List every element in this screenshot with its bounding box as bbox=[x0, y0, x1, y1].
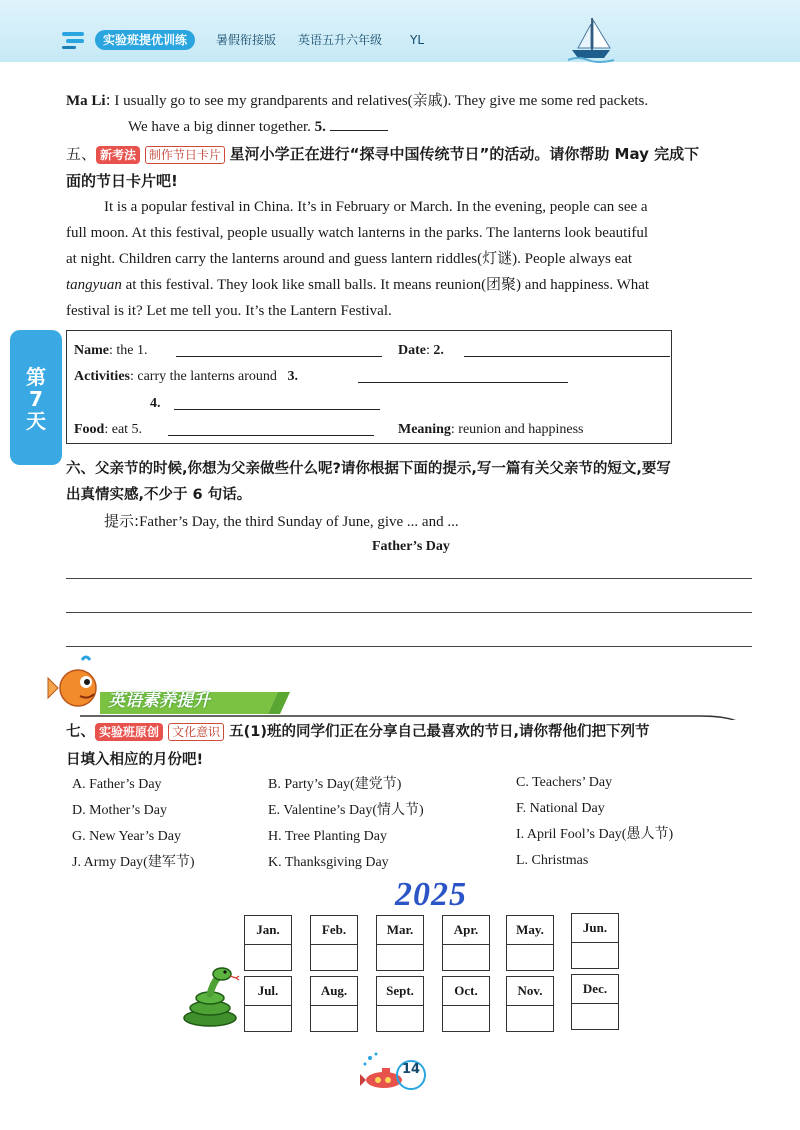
day-tab bbox=[10, 330, 62, 465]
month-box[interactable] bbox=[442, 976, 490, 1032]
writing-line[interactable] bbox=[66, 612, 752, 613]
card-activities-label: Activities bbox=[74, 369, 130, 384]
card-activities-text: carry the lanterns around bbox=[137, 369, 277, 384]
month-label: Jul. bbox=[245, 977, 291, 1006]
hint-label: 提示: bbox=[104, 512, 140, 530]
section6-instruction-b: 出真情实感,不少于 6 句话。 bbox=[66, 487, 252, 503]
section7-number: 七、 bbox=[66, 724, 95, 740]
fish-mascot-icon bbox=[46, 654, 110, 710]
card-number-3: 3. bbox=[287, 369, 298, 384]
speaker-name: Ma Li bbox=[66, 93, 106, 109]
option-b: B. Party’s Day(建党节) bbox=[268, 777, 402, 792]
answer-blank-5b[interactable] bbox=[168, 421, 374, 436]
month-box[interactable] bbox=[244, 915, 292, 971]
passage-line-5: festival is it? Let me tell you. It’s the Lantern Festival. bbox=[66, 303, 392, 319]
month-label: Dec. bbox=[572, 975, 618, 1004]
answer-blank-1[interactable] bbox=[176, 342, 382, 357]
card-number-4: 4. bbox=[150, 396, 161, 411]
section7-instruction-b: 日填入相应的月份吧! bbox=[66, 752, 204, 768]
card-date-number: 2. bbox=[433, 343, 444, 358]
passage-line-1: It is a popular festival in China. It’s in February or March. In the evening, people can see a bbox=[104, 199, 648, 215]
card-name-row: Name: the 1. bbox=[74, 343, 148, 358]
snake-icon bbox=[180, 966, 244, 1030]
card-date-label: Date bbox=[398, 343, 426, 358]
option-h: H. Tree Planting Day bbox=[268, 829, 387, 844]
passage-line-4-rest: at this festival. They look like small balls. It means reunion(团聚) and happiness. What bbox=[121, 277, 650, 293]
passage-line-2: full moon. At this festival, people usually watch lanterns in the parks. The lanterns look beautiful bbox=[66, 225, 649, 241]
month-box[interactable] bbox=[571, 913, 619, 969]
option-c: C. Teachers’ Day bbox=[516, 775, 613, 790]
section6-instruction-a bbox=[66, 459, 671, 479]
month-label: Aug. bbox=[311, 977, 357, 1006]
passage-line-4 bbox=[66, 275, 649, 295]
option-k: K. Thanksgiving Day bbox=[268, 855, 389, 870]
series-logo-icon bbox=[62, 30, 86, 50]
edition-code: YL bbox=[410, 33, 425, 47]
card-food-text: eat 5. bbox=[111, 422, 143, 437]
card-meaning-row: Meaning: reunion and happiness bbox=[398, 422, 584, 437]
card-name-label: Name bbox=[74, 343, 109, 358]
banner-title: 英语素养提升 bbox=[108, 691, 210, 711]
sailboat-icon bbox=[566, 14, 616, 64]
option-g: G. New Year’s Day bbox=[72, 829, 182, 844]
calendar-year: 2025 bbox=[395, 876, 467, 913]
month-label: Sept. bbox=[377, 977, 423, 1006]
day-tab-top: 第 bbox=[26, 365, 46, 389]
section5-subtag: 制作节日卡片 bbox=[145, 146, 225, 164]
answer-blank-3[interactable] bbox=[358, 368, 568, 383]
dialogue-text-2: We have a big dinner together. bbox=[128, 119, 311, 135]
day-tab-number: 7 bbox=[29, 387, 43, 411]
day-tab-bottom: 天 bbox=[26, 409, 46, 433]
section7-instruction-a: 五(1)班的同学们正在分享自己最喜欢的节日,请你帮他们把下列节 bbox=[229, 724, 650, 740]
card-food-label: Food bbox=[74, 422, 105, 437]
card-name-text: the 1. bbox=[116, 343, 148, 358]
section6-text-a: 父亲节的时候,你想为父亲做些什么呢?请你根据下面的提示,写一篇有关父亲节的短文,要写 bbox=[95, 461, 671, 477]
option-d: D. Mother’s Day bbox=[72, 803, 168, 818]
month-box[interactable] bbox=[442, 915, 490, 971]
page-header bbox=[0, 0, 800, 62]
month-box[interactable] bbox=[376, 976, 424, 1032]
month-box[interactable] bbox=[310, 915, 358, 971]
option-j: J. Army Day(建军节) bbox=[72, 855, 195, 870]
hint-text: Father’s Day, the third Sunday of June, give ... and ... bbox=[139, 514, 459, 530]
month-box[interactable] bbox=[571, 974, 619, 1030]
series-brand: 实验班提优训练 bbox=[95, 30, 195, 50]
month-box[interactable] bbox=[506, 915, 554, 971]
section7-tag: 实验班原创 bbox=[95, 723, 163, 741]
dialogue-line-2 bbox=[128, 116, 388, 137]
card-food-row: Food: eat 5. bbox=[74, 422, 143, 437]
edition-label: 暑假衔接版 bbox=[216, 33, 277, 47]
option-i: I. April Fool’s Day(愚人节) bbox=[516, 827, 674, 842]
option-f: F. National Day bbox=[516, 801, 605, 816]
answer-blank-5[interactable] bbox=[330, 116, 388, 131]
month-label: Jan. bbox=[245, 916, 291, 945]
section6-number: 六、 bbox=[66, 461, 95, 477]
section5-instruction-a: 星河小学正在进行“探寻中国传统节日”的活动。请你帮助 May 完成下 bbox=[229, 145, 700, 163]
section6-hint bbox=[104, 511, 459, 532]
essay-title: Father’s Day bbox=[372, 539, 450, 554]
passage-line-3: at night. Children carry the lanterns around and guess lantern riddles(灯谜). People always eat bbox=[66, 251, 633, 267]
writing-line[interactable] bbox=[66, 646, 752, 647]
month-box[interactable] bbox=[376, 915, 424, 971]
section5-heading bbox=[66, 144, 699, 164]
course-label: 英语五升六年级 bbox=[298, 33, 383, 47]
answer-blank-2[interactable] bbox=[464, 342, 670, 357]
section5-instruction-b: 面的节日卡片吧! bbox=[66, 172, 178, 190]
option-a: A. Father’s Day bbox=[72, 777, 162, 792]
section5-number: 五、 bbox=[66, 145, 97, 163]
section5-tag: 新考法 bbox=[96, 146, 140, 164]
card-meaning-label: Meaning bbox=[398, 422, 451, 437]
month-box[interactable] bbox=[506, 976, 554, 1032]
month-label: Jun. bbox=[572, 914, 618, 943]
card-activities-row: Activities: carry the lanterns around 3. bbox=[74, 369, 298, 384]
card-row-4 bbox=[150, 395, 161, 413]
answer-blank-4[interactable] bbox=[174, 395, 380, 410]
option-l: L. Christmas bbox=[516, 853, 589, 868]
card-meaning-text: reunion and happiness bbox=[458, 422, 584, 437]
month-box[interactable] bbox=[310, 976, 358, 1032]
dialogue-text-1: I usually go to see my grandparents and relatives(亲戚). They give me some red packets. bbox=[114, 93, 649, 109]
passage-italic-word: tangyuan bbox=[66, 277, 122, 293]
blank-number: 5. bbox=[314, 119, 326, 135]
dialogue-line-1: Ma Li: I usually go to see my grandparents and relatives(亲戚). They give me some red packets. bbox=[66, 91, 649, 109]
writing-line[interactable] bbox=[66, 578, 752, 579]
month-label: Nov. bbox=[507, 977, 553, 1006]
month-label: Feb. bbox=[311, 916, 357, 945]
section7-subtag: 文化意识 bbox=[168, 723, 224, 741]
month-label: Apr. bbox=[443, 916, 489, 945]
month-label: Mar. bbox=[377, 916, 423, 945]
page-number: 14 bbox=[396, 1060, 426, 1090]
month-label: May. bbox=[507, 916, 553, 945]
month-box[interactable] bbox=[244, 976, 292, 1032]
section7-heading bbox=[66, 722, 650, 742]
option-e: E. Valentine’s Day(情人节) bbox=[268, 803, 424, 818]
month-label: Oct. bbox=[443, 977, 489, 1006]
card-date-row: Date: 2. bbox=[398, 343, 444, 358]
